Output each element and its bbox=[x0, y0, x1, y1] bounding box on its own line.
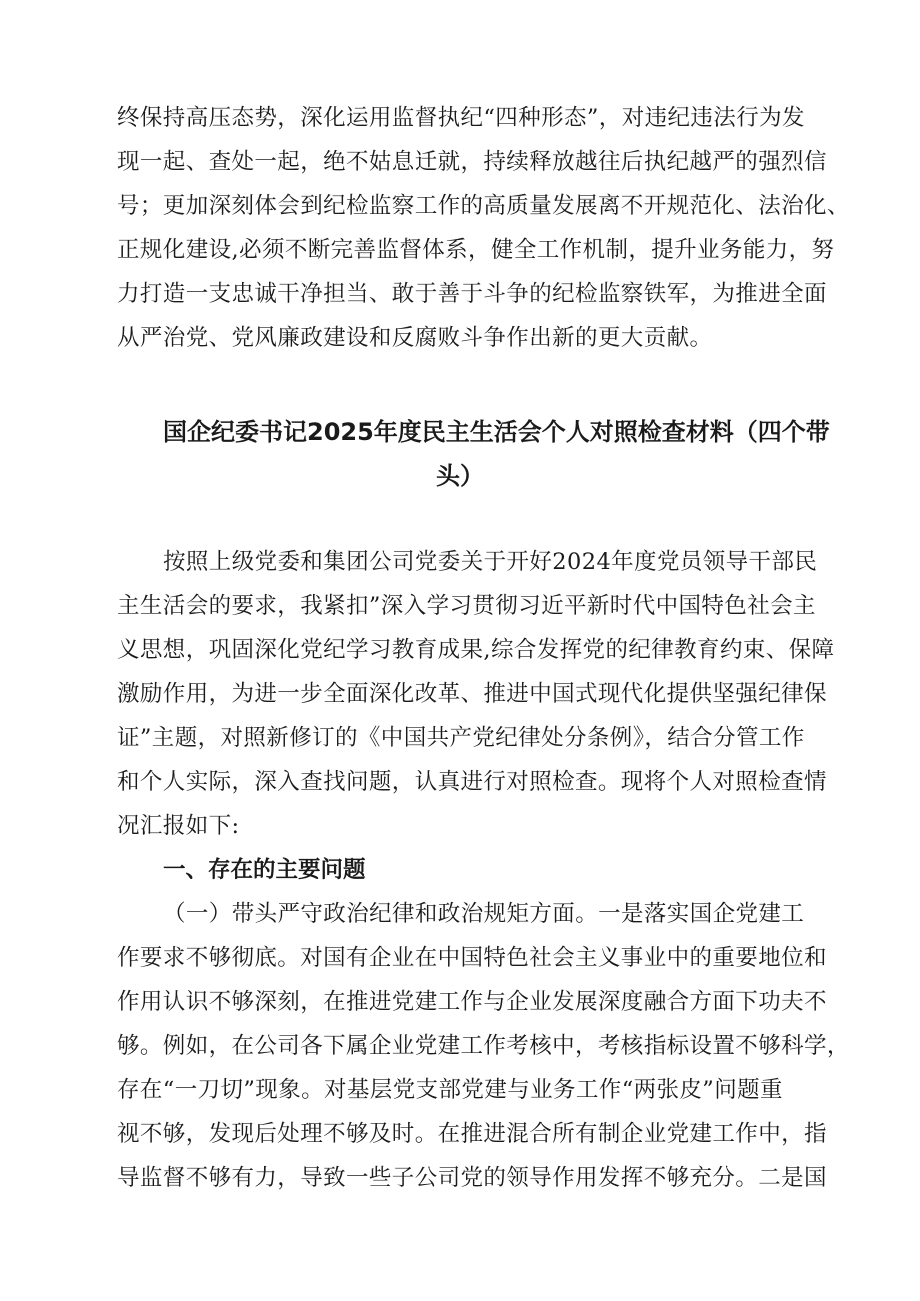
body-text-line: 正规化建设,必须不断完善监督体系，健全工作机制，提升业务能力，努 bbox=[117, 237, 835, 263]
body-text-line: 现一起、查处一起，绝不姑息迁就，持续释放越往后执纪越严的强烈信 bbox=[117, 149, 827, 175]
intro-text-line: 证”主题，对照新修订的《中国共产党纪律处分条例》，结合分管工作 bbox=[117, 725, 805, 751]
section-text-line: 导监督不够有力，导致一些子公司党的领导作用发挥不够充分。二是国 bbox=[117, 1165, 827, 1191]
section-text-line: 视不够，发现后处理不够及时。在推进混合所有制企业党建工作中，指 bbox=[117, 1121, 827, 1147]
body-text-line: 力打造一支忠诚干净担当、敢于善于斗争的纪检监察铁军，为推进全面 bbox=[117, 281, 827, 307]
intro-text-line: 义思想，巩固深化党纪学习教育成果,综合发挥党的纪律教育约束、保障 bbox=[117, 637, 835, 663]
section-text-line: 够。例如，在公司各下属企业党建工作考核中，考核指标设置不够科学， bbox=[117, 1033, 850, 1059]
body-text-line: 号；更加深刻体会到纪检监察工作的高质量发展离不开规范化、法治化、 bbox=[117, 193, 850, 219]
intro-text-line: 按照上级党委和集团公司党委关于开好2024年度党员领导干部民 bbox=[163, 549, 818, 575]
intro-text-line: 主生活会的要求，我紧扣”深入学习贯彻习近平新时代中国特色社会主 bbox=[117, 593, 816, 619]
section-text-line: 作要求不够彻底。对国有企业在中国特色社会主义事业中的重要地位和 bbox=[117, 945, 827, 971]
section-text-line: （一）带头严守政治纪律和政治规矩方面。一是落实国企党建工 bbox=[163, 901, 805, 927]
section-text-line: 存在“一刀切”现象。对基层党支部党建与业务工作“两张皮”问题重 bbox=[117, 1077, 783, 1103]
intro-text-line: 和个人实际，深入查找问题，认真进行对照检查。现将个人对照检查情 bbox=[117, 769, 827, 795]
body-text-line: 从严治党、党风廉政建设和反腐败斗争作出新的更大贡献。 bbox=[117, 325, 713, 351]
intro-text-line: 况汇报如下: bbox=[117, 813, 240, 839]
body-text-line: 终保持高压态势，深化运用监督执纪“四种形态”，对违纪违法行为发 bbox=[117, 105, 805, 131]
document-title-line-1: 国企纪委书记2025年度民主生活会个人对照检查材料（四个带 bbox=[163, 418, 830, 446]
intro-text-line: 激励作用，为进一步全面深化改革、推进中国式现代化提供坚强纪律保 bbox=[117, 681, 827, 707]
section-text-line: 作用认识不够深刻，在推进党建工作与企业发展深度融合方面下功夫不 bbox=[117, 989, 827, 1015]
document-title-line-2: 头） bbox=[436, 462, 484, 490]
section-heading: 一、存在的主要问题 bbox=[163, 857, 366, 883]
